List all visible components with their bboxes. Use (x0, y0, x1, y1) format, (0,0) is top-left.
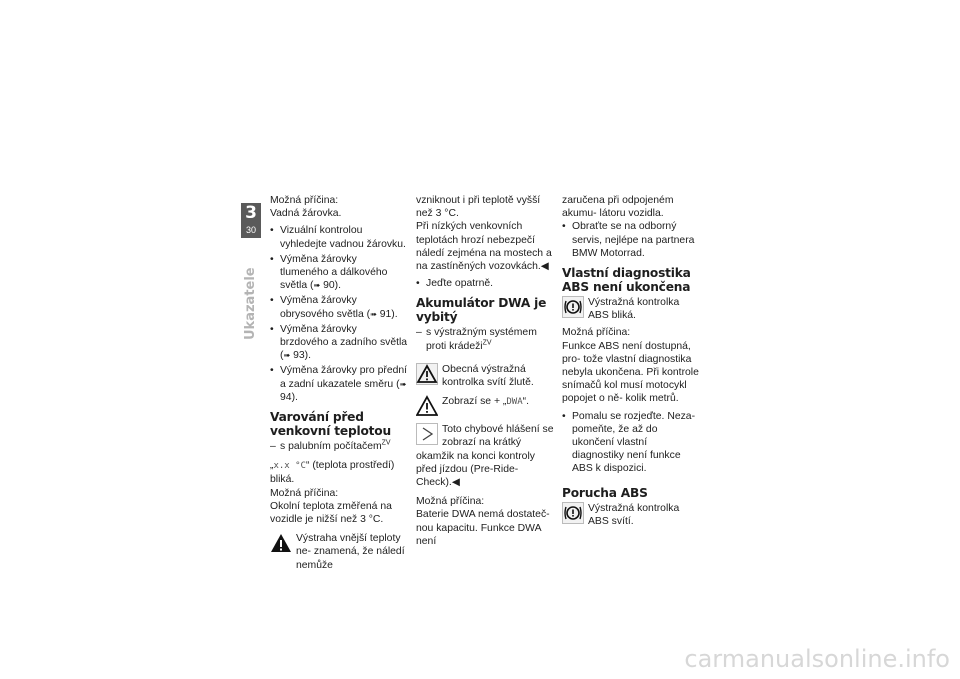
end-mark-icon: ◀ (451, 477, 460, 489)
cause-text: Okolní teplota změřená na vozidle je nižší než 3 °C. (270, 500, 392, 526)
page-number: 30 (245, 225, 256, 235)
indicator-note (562, 296, 700, 322)
bullet-list (270, 224, 408, 404)
cause-label: Možná příčina: (562, 327, 631, 339)
option-item (270, 440, 408, 453)
arrow-right-icon: ➠ (399, 379, 407, 389)
paragraph-text: Při nízkých venkovních teplotách hrozí nebezpečí náledí zejména na mostech a na zastíněných vozovkách. (416, 221, 552, 273)
arrow-right-icon: ➠ (313, 281, 321, 291)
list-item-end: ). (391, 308, 398, 320)
display-code: DWA (506, 397, 523, 408)
display-message (270, 459, 408, 486)
option-text: s výstražným systémem proti krádeži (426, 327, 537, 352)
list-item (270, 253, 408, 293)
arrow-right-icon: ➠ (370, 309, 377, 319)
list-item (416, 277, 554, 290)
cause-text: Vadná žárovka. (270, 208, 342, 220)
display-text: “ (teplota prostředí) bliká. (270, 460, 395, 486)
list-item-text: Obraťte se na odborný servis, nejlépe na partnera BMW Motorrad. (572, 221, 695, 259)
option-item (416, 326, 554, 352)
list-item-text: Vizuální kontrolou vyhledejte vadnou žárovku. (280, 225, 406, 250)
section-heading: Varování před venkovní teplotou (270, 410, 391, 439)
quote-open: „ (270, 460, 274, 472)
column-2 (416, 194, 554, 552)
display-note (416, 395, 554, 417)
option-text: s palubním počítačem (280, 441, 382, 453)
indicator-text: Obecná výstražná kontrolka svítí žlutě. (442, 363, 534, 389)
list-item (562, 410, 700, 476)
side-section-label: Ukazatele (243, 267, 258, 340)
page-ref-link[interactable]: 94 (280, 391, 292, 403)
list-item-end: ). (304, 350, 311, 362)
display-note-prefix: Zobrazí se + „ (442, 396, 507, 408)
list-item-text: Jeďte opatrně. (426, 278, 494, 290)
option-list (416, 326, 554, 352)
continued-text: zaručena při odpojeném akumu- látoru vozidla. (562, 195, 674, 220)
list-item (562, 220, 700, 260)
display-code: x.x °C (273, 461, 306, 472)
list-item (270, 323, 408, 363)
paragraph (416, 220, 554, 273)
list-item (270, 294, 408, 320)
warning-triangle-icon (270, 532, 292, 554)
page-ref-link[interactable]: 90 (323, 280, 335, 292)
arrow-right-icon: ➠ (283, 351, 291, 361)
cause-text: Baterie DWA nemá dostateč- nou kapacitu. Funkce DWA není (416, 509, 550, 547)
continued-text: vzniknout i při teplotě vyšší než 3 °C. (416, 195, 541, 220)
option-superscript: ZV (381, 439, 391, 447)
info-note-text: Toto chybové hlášení se zobrazí na krátký okamžik na konci kontroly před jízdou (Pre-Ride-Check). (416, 424, 554, 489)
page-ref-link[interactable]: 93 (293, 350, 305, 362)
list-item-text: Výměna žárovky brzdového a zadního světla ( (280, 323, 408, 362)
warning-triangle-icon (416, 395, 438, 417)
page-ref-link[interactable]: 91 (379, 308, 392, 320)
abs-warning-light-icon (562, 502, 584, 524)
bullet-list (562, 220, 700, 260)
indicator-note (416, 363, 554, 389)
warning-text: Výstraha vnější teploty ne- znamená, že náledí nemůže (296, 533, 405, 571)
cause-text: Funkce ABS není dostupná, pro- tože vlastní diagnostika nebyla ukončena. Při kontrole snímačů kol musí motocykl popojet o ně- kolik metrů. (562, 340, 699, 405)
list-item-text: Pomalu se rozjeďte. Neza- pomeňte, že až do ukončení vlastní diagnostiky není funkce ABS k dispozici. (572, 410, 696, 475)
end-mark-icon: ◀ (540, 261, 549, 273)
info-note (416, 423, 554, 489)
indicator-note (562, 502, 700, 528)
info-arrow-icon (416, 423, 438, 445)
indicator-text: Výstražná kontrolka ABS bliká. (588, 297, 680, 322)
list-item-end: ). (291, 391, 298, 403)
list-item (270, 364, 408, 404)
option-superscript: ZV (482, 339, 492, 347)
bullet-list (562, 410, 700, 476)
warning-note (270, 532, 408, 572)
display-note-suffix: “. (522, 396, 530, 408)
list-item (270, 224, 408, 250)
abs-warning-light-icon (562, 296, 584, 318)
cause-label: Možná příčina: (416, 496, 485, 508)
column-1 (270, 194, 408, 576)
watermark: carmanualsonline.info (684, 645, 950, 673)
cause-label: Možná příčina: (270, 487, 339, 499)
column-3 (562, 194, 700, 532)
cause-label: Možná příčina: (270, 195, 339, 206)
chapter-number: 3 (245, 203, 257, 223)
option-list (270, 440, 408, 453)
list-item-text: Výměna žárovky tlumeného a dálkového světla ( (280, 253, 388, 292)
display-note-text (442, 395, 529, 409)
list-item-end: ). (334, 280, 342, 292)
section-heading: Porucha ABS (562, 485, 648, 500)
section-heading: Vlastní diagnostika ABS není ukončena (562, 266, 691, 295)
chapter-badge (241, 203, 261, 238)
list-item-text: Výměna žárovky obrysového světla ( (280, 295, 371, 320)
section-heading: Akumulátor DWA je vybitý (416, 296, 547, 325)
list-item-text: Výměna žárovky pro přední a zadní ukazatele směru ( (280, 365, 408, 390)
indicator-text: Výstražná kontrolka ABS svítí. (588, 502, 680, 527)
bullet-list (416, 277, 554, 290)
general-warning-light-icon (416, 363, 438, 385)
